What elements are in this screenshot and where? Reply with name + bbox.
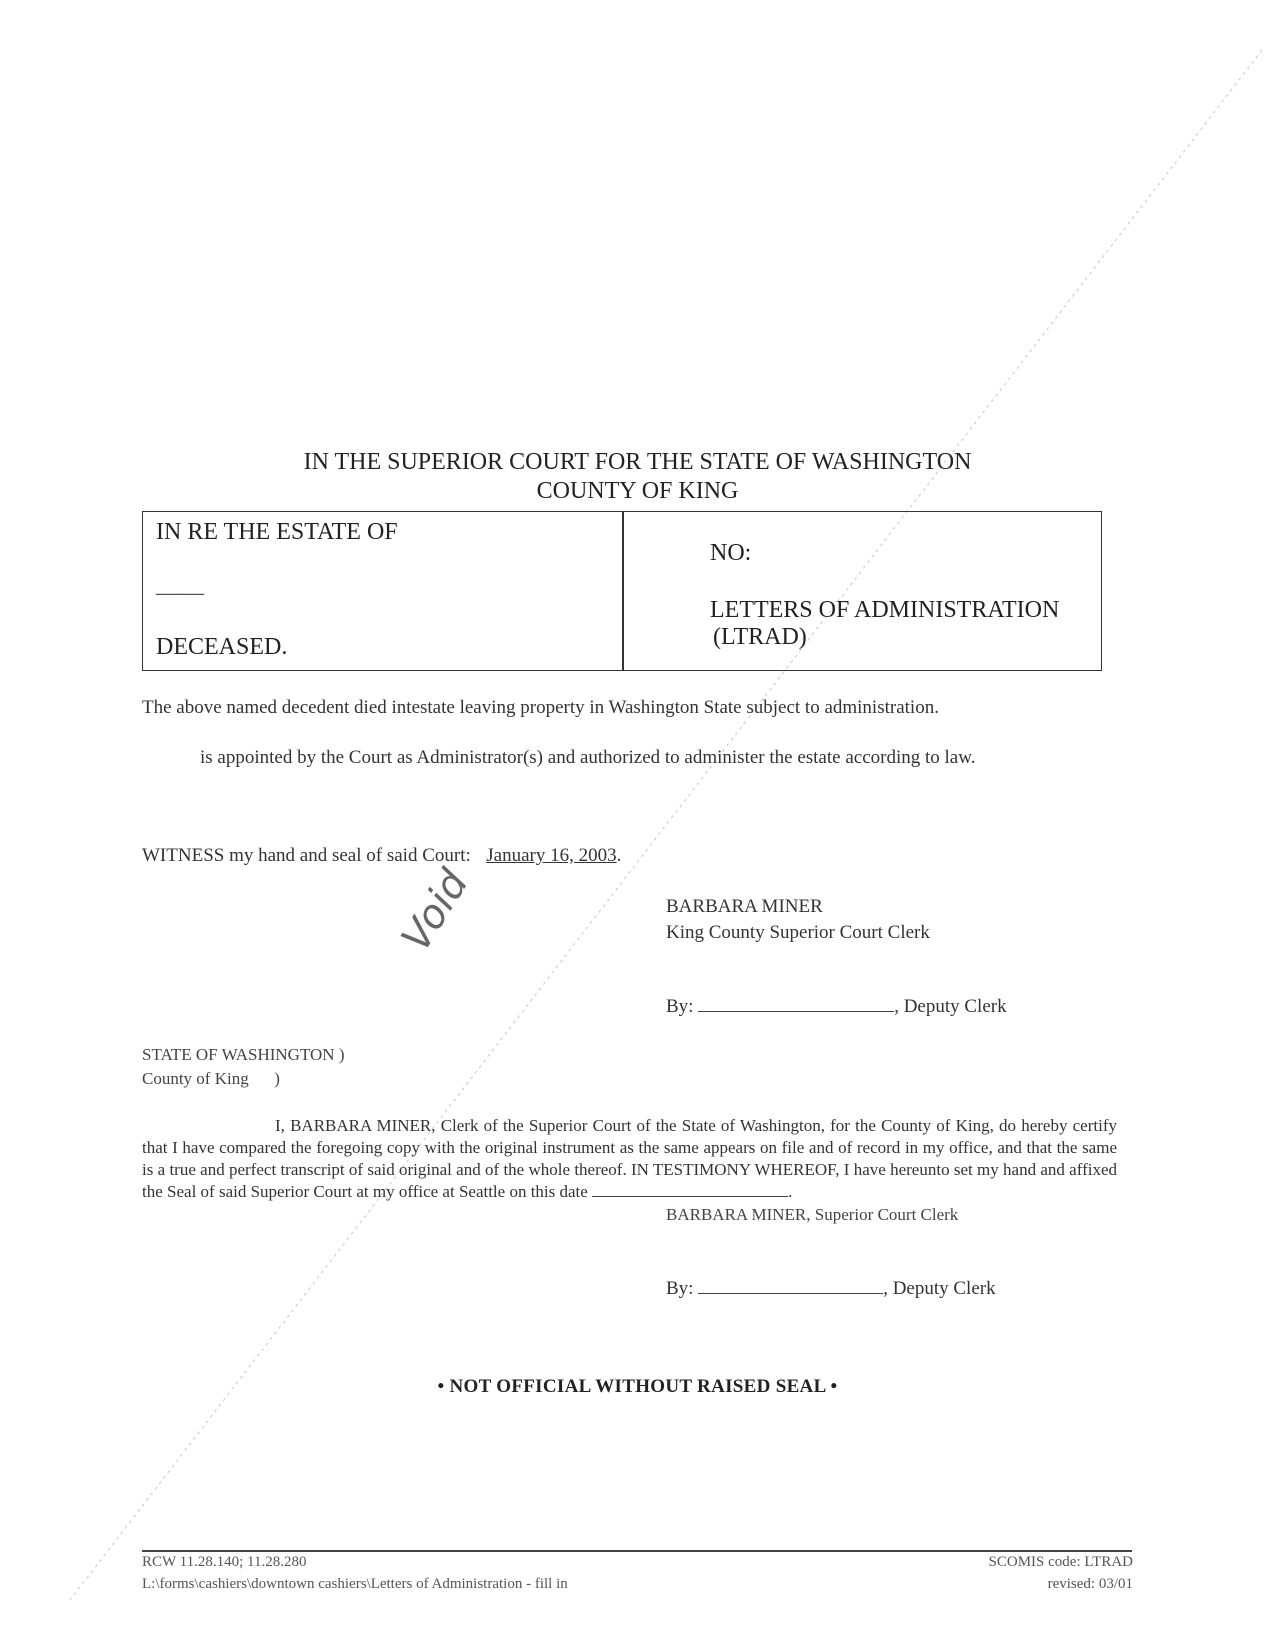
deputy-clerk-label-1: , Deputy Clerk: [894, 996, 1007, 1017]
deputy-clerk-label-2: , Deputy Clerk: [883, 1278, 996, 1299]
form-file-path: L:\forms\cashiers\downtown cashiers\Letters of Administration - fill in: [142, 1576, 568, 1592]
clerk-title: King County Superior Court Clerk: [666, 922, 930, 943]
decedent-name-line: ——: [156, 580, 204, 606]
certification-paragraph: [142, 1115, 1117, 1203]
by-label-1: By:: [666, 996, 694, 1017]
caption-box: [142, 511, 1102, 671]
witness-line: [142, 845, 621, 867]
case-number-label: NO:: [710, 540, 752, 566]
clerk-name: BARBARA MINER: [666, 896, 823, 917]
statute-reference: RCW 11.28.140; 11.28.280: [142, 1554, 307, 1570]
by-label-2: By:: [666, 1278, 694, 1299]
deceased-label: DECEASED.: [156, 634, 288, 660]
court-title: IN THE SUPERIOR COURT FOR THE STATE OF WASHINGTON: [303, 449, 972, 475]
deputy-signature-line-2: [666, 1278, 996, 1300]
seal-notice: • NOT OFFICIAL WITHOUT RAISED SEAL •: [437, 1376, 838, 1397]
clerk-signature-caption: BARBARA MINER, Superior Court Clerk: [666, 1205, 959, 1224]
certification-date-blank[interactable]: [592, 1196, 788, 1197]
document-title: LETTERS OF ADMINISTRATION: [710, 597, 1060, 623]
county-title: COUNTY OF KING: [536, 478, 739, 504]
document-code: (LTRAD): [713, 624, 807, 650]
signature-blank-2[interactable]: [698, 1293, 883, 1294]
estate-of-label: IN RE THE ESTATE OF: [156, 519, 398, 545]
venue-county: County of King ): [142, 1069, 280, 1088]
witness-period: .: [616, 845, 622, 866]
deputy-signature-line-1: [666, 996, 1007, 1018]
certification-date-end: .: [788, 1182, 793, 1201]
appointment-statement: is appointed by the Court as Administrator(s) and authorized to administer the estate according to law.: [200, 747, 976, 768]
witness-date: January 16, 2003: [486, 845, 617, 866]
void-handwriting: Void: [393, 862, 478, 960]
certification-text: I, BARBARA MINER, Clerk of the Superior Court of the State of Washington, for the County of King, do hereby certify that I have compared the foregoing copy with the original instrument as the same appears on file and of record in my office, and that the same is a true and perfect transcript of said original and of the whole thereof. IN TESTIMONY WHEREOF, I have hereunto set my hand and affixed the Seal of said Superior Court at my office at Seattle on this date: [142, 1116, 1117, 1201]
footer-rule: [142, 1550, 1132, 1552]
venue-state: STATE OF WASHINGTON ): [142, 1045, 345, 1064]
caption-divider: [622, 512, 624, 670]
scomis-code: SCOMIS code: LTRAD: [988, 1554, 1133, 1570]
signature-blank-1[interactable]: [698, 1011, 894, 1012]
revision-date: revised: 03/01: [1047, 1576, 1133, 1592]
intestate-statement: The above named decedent died intestate leaving property in Washington State subject to administration.: [142, 697, 939, 718]
witness-label: WITNESS my hand and seal of said Court:: [142, 845, 471, 866]
